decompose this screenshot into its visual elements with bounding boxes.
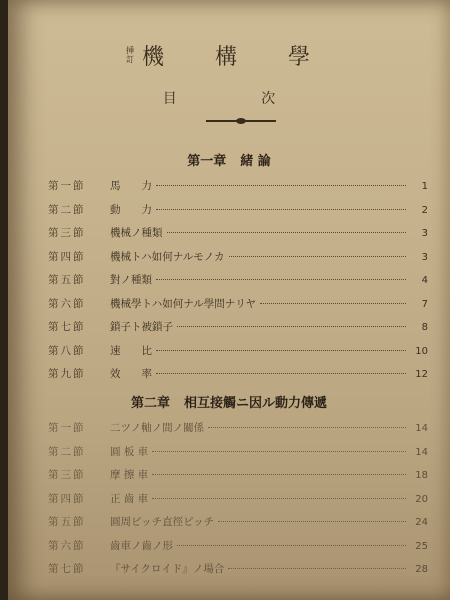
toc-heading: 目 次 [162,91,316,107]
section-number: 第四節 [48,492,86,505]
section-number: 第一節 [48,180,86,192]
toc-row[interactable] [48,514,428,538]
page-number: 8 [421,322,428,333]
leader-dots [228,568,406,569]
chapter-1-number: 第一章 [187,154,227,169]
section-title: 機械學トハ如何ナル學問ナリヤ [110,297,257,310]
leader-dots [156,185,406,186]
section-title: 對ノ種類 [110,274,152,286]
chapter-1-title: 緒 論 [240,154,271,169]
section-title: 機械ノ種類 [110,227,163,239]
section-title: 二ツノ軸ノ間ノ關係 [110,422,205,434]
page-number: 25 [415,540,428,552]
page-number: 3 [421,228,428,239]
section-title: 速 比 [110,344,152,357]
leader-dots [152,498,406,499]
toc-row[interactable] [48,225,428,249]
page-number: 14 [415,423,428,434]
section-title: 『サイクロイド』ノ場合 [110,563,225,575]
chapter-2-heading [8,392,450,411]
toc-row[interactable] [48,249,428,273]
toc-row[interactable] [48,319,428,343]
section-number: 第九節 [48,368,86,380]
section-number: 第六節 [48,539,86,552]
leader-dots [152,451,406,452]
section-number: 第五節 [48,516,86,528]
page-number: 12 [415,369,428,380]
toc-row[interactable] [48,491,428,515]
section-number: 第七節 [48,563,86,575]
toc-row[interactable] [48,202,428,226]
title-text: 機 構 學 [142,44,332,70]
book-title [8,38,450,71]
toc-row[interactable] [48,272,428,296]
chapter-2-title: 相互接觸ニ因ル動力傳遞 [184,396,328,411]
section-number: 第五節 [48,274,86,286]
leader-dots [177,545,406,546]
leader-dots [167,232,407,233]
ornamental-rule [206,120,276,122]
leader-dots [177,326,406,327]
page-number: 24 [415,517,428,528]
toc-row[interactable] [48,467,428,491]
section-title: 圓周ピッチ直徑ピッチ [110,516,215,528]
chapter-1-heading [8,150,450,169]
toc-row[interactable] [48,178,428,202]
page-number: 3 [421,251,428,263]
section-number: 第三節 [48,469,86,481]
section-number: 第二節 [48,203,86,216]
toc-row[interactable] [48,561,428,585]
section-number: 第四節 [48,250,86,263]
leader-dots [156,373,406,374]
section-title: 效 率 [110,368,152,380]
toc-row[interactable] [48,420,428,444]
prefix-top: 挿 [126,46,134,55]
title-prefix [126,46,134,64]
section-number: 第一節 [48,422,86,434]
leader-dots [152,474,406,475]
leader-dots [208,427,406,428]
leader-dots [260,303,406,304]
section-title: 馬 力 [110,180,152,192]
toc-row[interactable] [48,296,428,320]
toc-row[interactable] [48,444,428,468]
toc-row[interactable] [48,343,428,367]
section-title: 齒車ノ齒ノ形 [110,539,173,552]
section-title: 鎖子ト被鎖子 [110,321,173,333]
chapter-2-toc [48,420,428,585]
leader-dots [156,209,406,210]
page-number: 20 [415,493,428,505]
chapter-1-toc [48,178,428,390]
section-number: 第三節 [48,227,86,239]
section-title: 摩 擦 車 [110,469,149,481]
page-number: 28 [415,564,428,575]
section-title: 圓 板 車 [110,445,149,458]
page-number: 14 [415,446,428,458]
page-number: 7 [421,298,428,310]
toc-row[interactable] [48,538,428,562]
toc-row[interactable] [48,366,428,390]
section-title: 動 力 [110,203,152,216]
prefix-bottom: 訂 [126,55,134,64]
page-number: 4 [421,275,428,286]
section-number: 第二節 [48,445,86,458]
page-number: 1 [421,181,428,192]
section-number: 第六節 [48,297,86,310]
chapter-2-number: 第二章 [130,396,170,411]
book-page [8,0,450,600]
leader-dots [218,521,406,522]
section-title: 正 齒 車 [110,492,149,505]
section-number: 第七節 [48,321,86,333]
page-number: 10 [415,345,428,357]
section-title: 機械トハ如何ナルモノカ [110,250,225,263]
page-number: 2 [421,204,428,216]
leader-dots [229,256,406,257]
page-number: 18 [415,470,428,481]
section-number: 第八節 [48,344,86,357]
leader-dots [156,350,406,351]
leader-dots [156,279,406,280]
